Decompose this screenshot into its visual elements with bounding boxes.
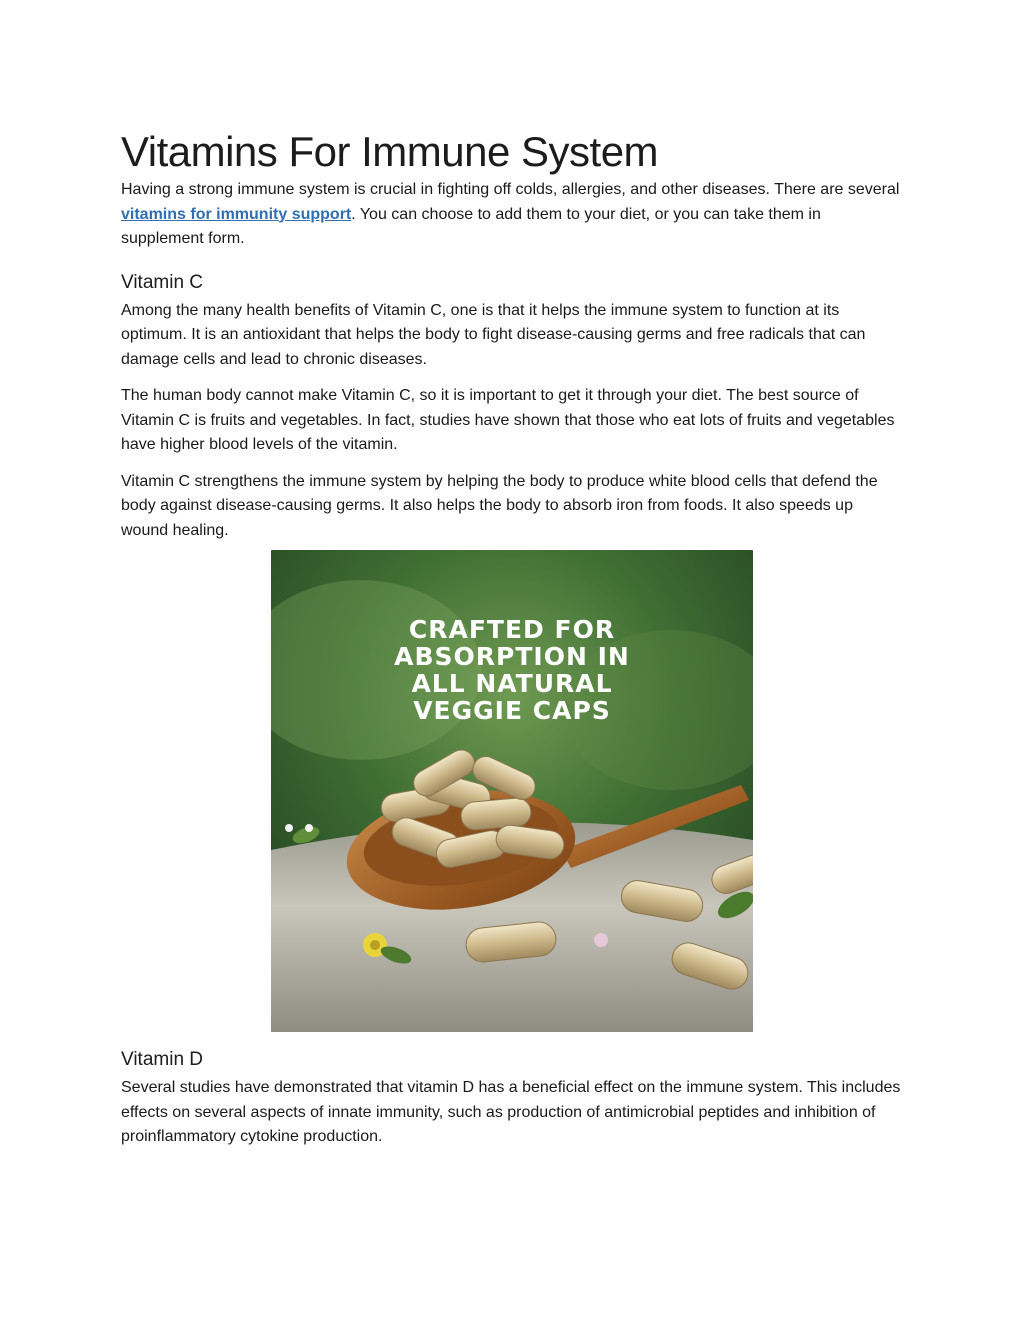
veggie-caps-image bbox=[271, 550, 753, 1032]
document-body bbox=[121, 128, 903, 543]
vitamin-d-paragraph-1: Several studies have demonstrated that vitamin D has a beneficial effect on the immune system. This includes effects on several aspects of innate immunity, such as production of antimicrobial peptides and inhibition of proinflammatory cytokine production. bbox=[121, 1079, 901, 1145]
caption-text bbox=[394, 615, 630, 725]
caption-line-3: ALL NATURAL bbox=[411, 669, 613, 698]
intro-text-before: Having a strong immune system is crucial in fighting off colds, allergies, and other diseases. There are several bbox=[121, 181, 900, 198]
intro-paragraph bbox=[121, 178, 903, 252]
intro-text-after: . You can choose to add them to your diet, or you can take them in supplement form. bbox=[121, 205, 821, 247]
vitamin-d-section bbox=[121, 1048, 903, 1150]
immunity-support-link[interactable]: vitamins for immunity support bbox=[121, 205, 352, 223]
caption-line-2: ABSORPTION IN bbox=[394, 642, 630, 671]
caption-line-4: VEGGIE CAPS bbox=[413, 696, 611, 725]
vitamin-c-heading: Vitamin C bbox=[121, 271, 204, 293]
caption-line-1: CRAFTED FOR bbox=[408, 615, 616, 644]
vitamin-c-paragraph-3: Vitamin C strengthens the immune system by helping the body to produce white blood cells that defend the body against disease-causing germs. It also helps the body to absorb iron from foods. It also speeds up wound healing. bbox=[121, 472, 878, 539]
vitamin-c-paragraph-1: Among the many health benefits of Vitamin C, one is that it helps the immune system to function at its optimum. It is an antioxidant that helps the body to fight disease-causing germs and free radicals that can damage cells and lead to chronic diseases. bbox=[121, 301, 866, 368]
page-title: Vitamins For Immune System bbox=[121, 128, 659, 175]
vitamin-d-heading: Vitamin D bbox=[121, 1049, 204, 1070]
vitamin-c-paragraph-2: The human body cannot make Vitamin C, so it is important to get it through your diet. The best source of Vitamin C is fruits and vegetables. In fact, studies have shown that those who eat lots of fruits and vegetables have higher blood levels of the vitamin. bbox=[121, 387, 895, 453]
